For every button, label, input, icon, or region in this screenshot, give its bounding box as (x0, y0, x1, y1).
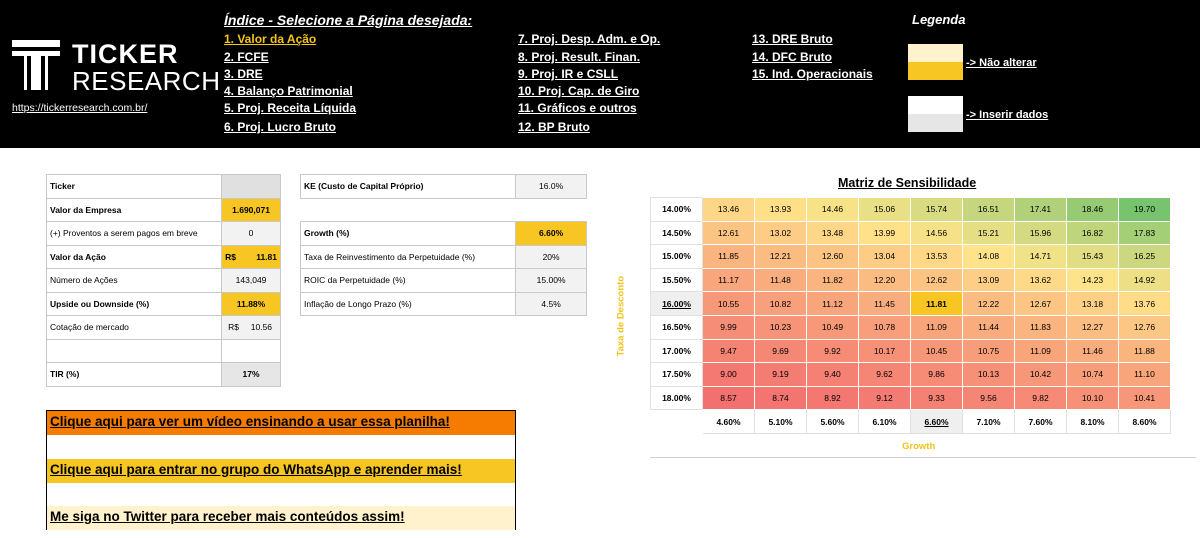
matrix-cell: 16.51 (963, 198, 1015, 222)
matrix-cell: 10.10 (1067, 386, 1119, 410)
matrix-cell: 16.25 (1119, 245, 1171, 269)
matrix-cell: 9.33 (911, 386, 963, 410)
matrix-cell: 12.20 (859, 268, 911, 292)
nav-proj-cap-giro[interactable]: 10. Proj. Cap. de Giro (518, 84, 640, 98)
matrix-cell: 13.76 (1119, 292, 1171, 316)
matrix-row (651, 386, 1171, 410)
inflation-label: Inflação de Longo Prazo (%) (301, 292, 516, 316)
shares-label: Número de Ações (47, 269, 222, 293)
matrix-cell: 11.82 (807, 268, 859, 292)
matrix-cell: 11.12 (807, 292, 859, 316)
share-value-currency: R$ (225, 251, 236, 262)
matrix-cell: 17.41 (1015, 198, 1067, 222)
y-axis-label: Taxa de Desconto (615, 275, 627, 357)
nav-dre[interactable]: 3. DRE (224, 67, 263, 81)
matrix-cell: 15.21 (963, 221, 1015, 245)
logo-text-ticker: TICKER (72, 39, 179, 69)
sensitivity-matrix (650, 197, 1171, 434)
matrix-cell: 14.46 (807, 198, 859, 222)
nav-proj-desp-adm[interactable]: 7. Proj. Desp. Adm. e Op. (518, 32, 661, 46)
nav-graficos-outros[interactable]: 11. Gráficos e outros (518, 101, 637, 115)
matrix-col-header: 7.60% (1015, 410, 1067, 434)
matrix-divider (650, 457, 1196, 458)
matrix-cell: 11.46 (1067, 339, 1119, 363)
matrix-cell: 14.56 (911, 221, 963, 245)
matrix-col-header: 4.60% (703, 410, 755, 434)
dividends-input[interactable]: 0 (222, 222, 281, 246)
matrix-cell: 8.57 (703, 386, 755, 410)
matrix-cell: 14.23 (1067, 268, 1119, 292)
legend-swatch-gray (908, 114, 963, 132)
matrix-cell: 12.27 (1067, 315, 1119, 339)
matrix-cell: 9.47 (703, 339, 755, 363)
matrix-cell: 9.69 (755, 339, 807, 363)
matrix-col-header: 8.10% (1067, 410, 1119, 434)
matrix-cell: 12.21 (755, 245, 807, 269)
roic-input[interactable]: 15.00% (516, 269, 587, 293)
index-title: Índice - Selecione a Página desejada: (224, 12, 473, 28)
matrix-cell: 11.10 (1119, 363, 1171, 387)
matrix-row (651, 198, 1171, 222)
matrix-cell: 11.09 (1015, 339, 1067, 363)
nav-proj-receita-liquida[interactable]: 5. Proj. Receita Líquida (224, 101, 357, 115)
market-price-label: Cotação de mercado (47, 316, 222, 340)
twitter-link[interactable]: Me siga no Twitter para receber mais conteúdos assim! (47, 506, 515, 530)
nav-ind-operacionais[interactable]: 15. Ind. Operacionais (752, 67, 873, 81)
matrix-cell: 13.02 (755, 221, 807, 245)
matrix-cell: 17.83 (1119, 221, 1171, 245)
empty-row-label (47, 339, 222, 363)
matrix-cell: 10.42 (1015, 363, 1067, 387)
matrix-cell: 8.92 (807, 386, 859, 410)
market-price-currency: R$ (228, 322, 239, 333)
matrix-cell: 10.23 (755, 315, 807, 339)
growth-label: Growth (%) (301, 222, 516, 246)
matrix-row-header: 17.00% (651, 339, 703, 363)
matrix-col-header-row (651, 410, 1171, 434)
ke-label: KE (Custo de Capital Próprio) (301, 175, 516, 199)
matrix-cell: 8.74 (755, 386, 807, 410)
matrix-cell: 14.08 (963, 245, 1015, 269)
matrix-row (651, 363, 1171, 387)
matrix-cell: 10.75 (963, 339, 1015, 363)
video-tutorial-link[interactable]: Clique aqui para ver um vídeo ensinando a usar essa planilha! (47, 411, 515, 435)
matrix-cell: 9.56 (963, 386, 1015, 410)
matrix-cell: 11.83 (1015, 315, 1067, 339)
matrix-cell: 10.74 (1067, 363, 1119, 387)
links-box (46, 410, 516, 530)
matrix-col-header: 7.10% (963, 410, 1015, 434)
upside-value: 11.88% (222, 292, 281, 316)
valuation-table (46, 174, 281, 387)
matrix-cell: 10.82 (755, 292, 807, 316)
matrix-cell: 10.41 (1119, 386, 1171, 410)
matrix-cell: 11.17 (703, 268, 755, 292)
matrix-cell: 9.82 (1015, 386, 1067, 410)
matrix-cell: 13.18 (1067, 292, 1119, 316)
matrix-cell: 9.92 (807, 339, 859, 363)
matrix-cell: 9.62 (859, 363, 911, 387)
growth-value: 6.60% (516, 222, 587, 246)
nav-proj-ir-csll[interactable]: 9. Proj. IR e CSLL (518, 67, 619, 81)
matrix-cell: 9.86 (911, 363, 963, 387)
matrix-cell: 15.74 (911, 198, 963, 222)
matrix-cell: 11.85 (703, 245, 755, 269)
legend-title: Legenda (912, 12, 966, 27)
market-price-value: 10.56 (250, 322, 272, 333)
nav-fcfe[interactable]: 2. FCFE (224, 50, 269, 64)
matrix-col-header: 6.10% (859, 410, 911, 434)
matrix-col-header: 5.10% (755, 410, 807, 434)
matrix-cell: 9.19 (755, 363, 807, 387)
matrix-cell: 10.78 (859, 315, 911, 339)
matrix-cell: 9.40 (807, 363, 859, 387)
matrix-cell: 13.93 (755, 198, 807, 222)
matrix-cell: 18.46 (1067, 198, 1119, 222)
matrix-cell: 15.96 (1015, 221, 1067, 245)
matrix-cell: 11.45 (859, 292, 911, 316)
reinvest-value: 20% (516, 245, 587, 269)
matrix-row (651, 221, 1171, 245)
matrix-cell: 9.00 (703, 363, 755, 387)
matrix-cell: 11.88 (1119, 339, 1171, 363)
matrix-cell: 15.43 (1067, 245, 1119, 269)
matrix-row (651, 339, 1171, 363)
matrix-row-header: 14.50% (651, 221, 703, 245)
matrix-cell: 11.48 (755, 268, 807, 292)
matrix-cell: 13.99 (859, 221, 911, 245)
matrix-row-header: 16.50% (651, 315, 703, 339)
matrix-cell: 10.49 (807, 315, 859, 339)
matrix-col-header: 8.60% (1119, 410, 1171, 434)
dividends-label: (+) Proventos a serem pagos em breve (47, 222, 222, 246)
matrix-row-header: 15.00% (651, 245, 703, 269)
nav-valor-da-acao[interactable]: 1. Valor da Ação (224, 32, 317, 46)
matrix-row (651, 245, 1171, 269)
matrix-cell: 10.45 (911, 339, 963, 363)
matrix-cell: 12.62 (911, 268, 963, 292)
matrix-cell: 12.76 (1119, 315, 1171, 339)
matrix-cell: 12.61 (703, 221, 755, 245)
matrix-cell: 10.13 (963, 363, 1015, 387)
matrix-cell: 14.92 (1119, 268, 1171, 292)
matrix-cell: 11.81 (911, 292, 963, 316)
legend-label-nao-alterar: -> Não alterar (966, 57, 1037, 69)
inflation-input[interactable]: 4.5% (516, 292, 587, 316)
matrix-cell: 12.67 (1015, 292, 1067, 316)
matrix-cell: 13.53 (911, 245, 963, 269)
upside-label: Upside ou Downside (%) (47, 292, 222, 316)
legend-swatch-light-yellow (908, 44, 963, 62)
matrix-cell: 12.60 (807, 245, 859, 269)
nav-bp-bruto[interactable]: 12. BP Bruto (518, 120, 590, 134)
matrix-row (651, 292, 1171, 316)
legend-label-inserir-dados: -> Inserir dados (966, 109, 1049, 121)
header-bar (0, 0, 1200, 148)
irr-label: TIR (%) (47, 363, 222, 387)
matrix-row-header: 17.50% (651, 363, 703, 387)
ticker-input[interactable] (222, 175, 281, 199)
matrix-row-header: 16.00% (651, 292, 703, 316)
matrix-cell: 13.04 (859, 245, 911, 269)
nav-balanco-patrimonial[interactable]: 4. Balanço Patrimonial (224, 84, 353, 98)
logo-text-research: RESEARCH (72, 66, 221, 96)
share-value-cell (222, 245, 281, 269)
matrix-cell: 16.82 (1067, 221, 1119, 245)
reinvest-label: Taxa de Reinvestimento da Perpetuidade (%) (301, 245, 516, 269)
matrix-cell: 11.44 (963, 315, 1015, 339)
company-value-label: Valor da Empresa (47, 198, 222, 222)
matrix-cell: 19.70 (1119, 198, 1171, 222)
matrix-row (651, 315, 1171, 339)
whatsapp-group-link[interactable]: Clique aqui para entrar no grupo do WhatsApp e aprender mais! (47, 459, 515, 483)
matrix-row-header: 14.00% (651, 198, 703, 222)
matrix-col-header: 6.60% (911, 410, 963, 434)
company-value: 1.690,071 (222, 198, 281, 222)
matrix-row-header: 18.00% (651, 386, 703, 410)
ke-input[interactable]: 16.0% (516, 175, 587, 199)
share-value-label: Valor da Ação (47, 245, 222, 269)
matrix-cell: 13.48 (807, 221, 859, 245)
share-value: 11.81 (256, 251, 277, 262)
ticker-logo-icon (10, 38, 62, 92)
roic-label: ROIC da Perpetuidade (%) (301, 269, 516, 293)
matrix-col-header: 5.60% (807, 410, 859, 434)
matrix-cell: 9.12 (859, 386, 911, 410)
matrix-row-header: 15.50% (651, 268, 703, 292)
website-link[interactable]: https://tickerresearch.com.br/ (12, 102, 148, 114)
matrix-cell: 11.09 (911, 315, 963, 339)
matrix-cell: 12.22 (963, 292, 1015, 316)
x-axis-label: Growth (902, 441, 936, 452)
nav-proj-result-finan[interactable]: 8. Proj. Result. Finan. (518, 50, 641, 64)
empty-row-value (222, 339, 281, 363)
matrix-title: Matriz de Sensibilidade (838, 176, 977, 190)
matrix-cell: 10.55 (703, 292, 755, 316)
matrix-cell: 9.99 (703, 315, 755, 339)
irr-value: 17% (222, 363, 281, 387)
matrix-cell: 13.09 (963, 268, 1015, 292)
matrix-corner (651, 410, 703, 434)
market-price-cell[interactable] (222, 316, 281, 340)
matrix-cell: 13.62 (1015, 268, 1067, 292)
legend-swatch-yellow (908, 62, 963, 80)
ke-table (300, 174, 587, 199)
nav-dfc-bruto[interactable]: 14. DFC Bruto (752, 50, 833, 64)
matrix-cell: 14.71 (1015, 245, 1067, 269)
growth-table (300, 221, 587, 316)
nav-dre-bruto[interactable]: 13. DRE Bruto (752, 32, 833, 46)
ticker-label: Ticker (47, 175, 222, 199)
matrix-cell: 10.17 (859, 339, 911, 363)
nav-proj-lucro-bruto[interactable]: 6. Proj. Lucro Bruto (224, 120, 337, 134)
matrix-row (651, 268, 1171, 292)
legend-swatch-white (908, 96, 963, 114)
matrix-cell: 13.46 (703, 198, 755, 222)
shares-value: 143,049 (222, 269, 281, 293)
matrix-cell: 15.06 (859, 198, 911, 222)
